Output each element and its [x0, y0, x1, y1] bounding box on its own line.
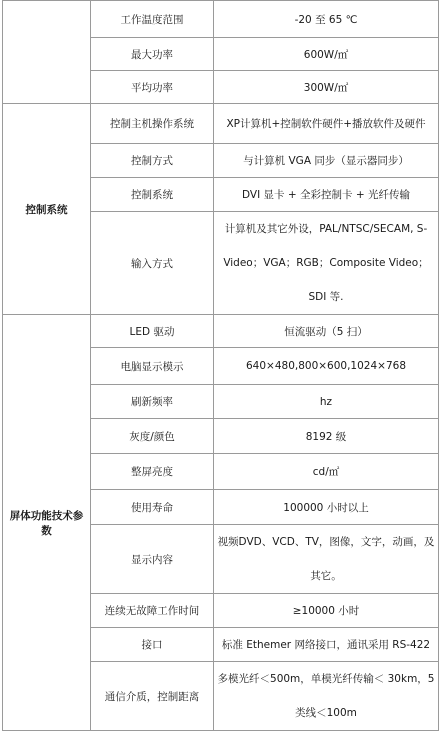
- param-label: 平均功率: [91, 71, 214, 104]
- param-label: 控制方式: [91, 144, 214, 178]
- table-row: [3, 104, 439, 144]
- param-value: 640×480,800×600,1024×768: [214, 348, 439, 385]
- param-value: 计算机及其它外设，PAL/NTSC/SECAM, S-Video；VGA；RGB；Composite Video；SDI 等.: [214, 212, 439, 315]
- param-label: 灰度/颜色: [91, 419, 214, 454]
- param-value: cd/㎡: [214, 454, 439, 490]
- param-value: 标准 Ethemer 网络接口，通讯采用 RS-422: [214, 628, 439, 662]
- param-label: 使用寿命: [91, 490, 214, 525]
- param-label: 工作温度范围: [91, 1, 214, 38]
- group-cell-environment: [3, 1, 91, 104]
- param-value: 100000 小时以上: [214, 490, 439, 525]
- param-label: 输入方式: [91, 212, 214, 315]
- spec-table: [2, 0, 439, 731]
- group-cell-screen-specs: 屏体功能技术参数: [3, 315, 91, 731]
- param-label: 刷新频率: [91, 385, 214, 419]
- param-value: DVI 显卡 + 全彩控制卡 + 光纤传输: [214, 178, 439, 212]
- param-label: 显示内容: [91, 525, 214, 594]
- param-label: LED 驱动: [91, 315, 214, 348]
- param-value: 与计算机 VGA 同步（显示器同步）: [214, 144, 439, 178]
- param-label: 连续无故障工作时间: [91, 594, 214, 628]
- table-row: [3, 1, 439, 38]
- param-label: 整屏亮度: [91, 454, 214, 490]
- param-value: 视频DVD、VCD、TV，图像，文字，动画，及其它。: [214, 525, 439, 594]
- param-value: 600W/㎡: [214, 38, 439, 71]
- table-row: [3, 315, 439, 348]
- param-value: ≥10000 小时: [214, 594, 439, 628]
- param-value: hz: [214, 385, 439, 419]
- param-label: 接口: [91, 628, 214, 662]
- param-value: XP计算机+控制软件硬件+播放软件及硬件: [214, 104, 439, 144]
- param-label: 控制系统: [91, 178, 214, 212]
- param-label: 通信介质，控制距离: [91, 662, 214, 731]
- param-label: 最大功率: [91, 38, 214, 71]
- param-value: 8192 级: [214, 419, 439, 454]
- param-value: -20 至 65 ℃: [214, 1, 439, 38]
- param-value: 300W/㎡: [214, 71, 439, 104]
- group-cell-control-system: 控制系统: [3, 104, 91, 315]
- param-value: 多模光纤＜500m，单模光纤传输＜ 30km，5 类线＜100m: [214, 662, 439, 731]
- param-label: 电脑显示模示: [91, 348, 214, 385]
- param-label: 控制主机操作系统: [91, 104, 214, 144]
- param-value: 恒流驱动（5 扫）: [214, 315, 439, 348]
